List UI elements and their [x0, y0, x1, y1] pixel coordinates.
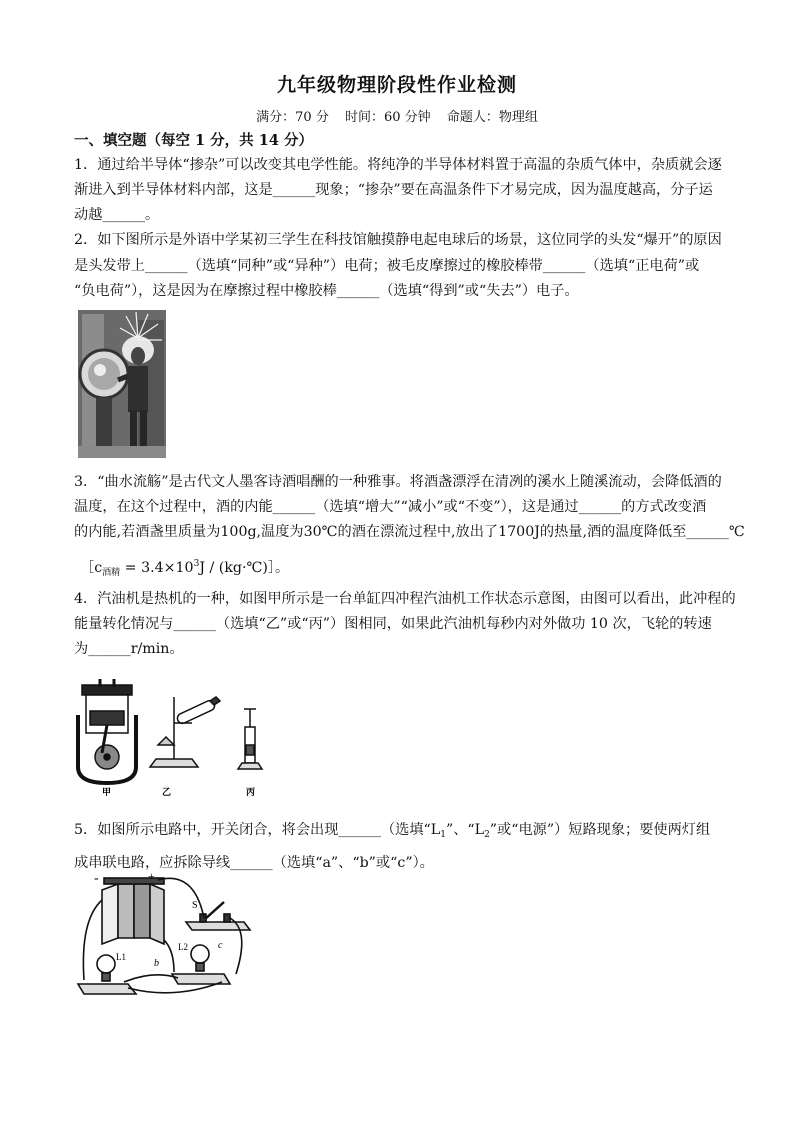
exam-author: 命题人：物理组 — [446, 110, 538, 125]
test-tube-diagram — [150, 697, 220, 767]
engine-cylinder-diagram — [78, 679, 136, 783]
q3-formula — [80, 554, 289, 583]
q3-line-2: 温度，在这个过程中，酒的内能______（选填“增大”“减小”或“不变”），这是通过______的方式改变酒 — [74, 499, 707, 515]
lamp2-label: L2 — [178, 942, 188, 952]
static-ball-photo — [78, 310, 166, 458]
plus-label: + — [148, 869, 155, 883]
q5-line-1-b: ”、“L — [445, 822, 485, 838]
lamp-base-1 — [78, 984, 136, 994]
formula-exponent: 3 — [193, 559, 200, 569]
q5-line-1 — [74, 820, 710, 845]
formula-mid: = 3.4×10 — [120, 560, 194, 576]
switch-label: S — [192, 900, 198, 911]
q1-line-2: 渐进入到半导体材料内部，这是______现象；“掺杂”要在高温条件下才易完成，因为温度越高，分子运 — [74, 182, 713, 198]
q5-line-1-c: ”或“电源”）短路现象；要使两灯组 — [489, 822, 711, 838]
caption-jia: 甲 — [102, 788, 112, 798]
caption-bing: 丙 — [246, 788, 256, 798]
q4-line-3: 为______r/min。 — [74, 641, 184, 657]
q3-line-1: 3．“曲水流觞”是古代文人墨客诗酒唱酬的一种雅事。将酒盏漂浮在清冽的溪水上随溪流动，会降低酒的 — [74, 474, 722, 490]
q4-line-2: 能量转化情况与______（选填“乙”或“丙”）图相同，如果此汽油机每秒内对外做功 10 次，飞轮的转速 — [74, 616, 712, 632]
section-heading: 一、填空题（每空 1 分，共 14 分） — [74, 132, 313, 149]
caption-yi: 乙 — [162, 788, 172, 798]
q2-line-2: 是头发带上______（选填“同种”或“异种”）电荷；被毛皮摩擦过的橡胶棒带______（选填“正电荷”或 — [74, 258, 700, 274]
full-score: 满分：70 分 — [256, 110, 329, 125]
q5-sub-2: 2 — [484, 830, 490, 840]
q1-line-3: 动越______。 — [74, 207, 160, 223]
exam-meta — [0, 106, 794, 125]
formula-unit: J / (kg·℃)］。 — [199, 560, 290, 576]
engine-figures — [74, 675, 294, 800]
wire-c-label: c — [218, 940, 223, 951]
lamp-l1-icon — [97, 955, 115, 981]
lamp-l2-icon — [191, 945, 209, 971]
formula-subscript: 酒精 — [102, 568, 121, 578]
q5-line-2: 成串联电路，应拆除导线______（选填“a”、“b”或“c”）。 — [74, 855, 434, 871]
exam-time: 时间：60 分钟 — [344, 110, 431, 125]
q2-line-1: 2．如下图所示是外语中学某初三学生在科技馆触摸静电起电球后的场景，这位同学的头发“爆开”的原因 — [74, 232, 722, 248]
page-title: 九年级物理阶段性作业检测 — [276, 74, 517, 96]
q5-line-1-a: 5．如图所示电路中，开关闭合，将会出现______（选填“L — [74, 822, 441, 838]
lamp1-label: L1 — [116, 952, 126, 962]
q5-sub-1: 1 — [440, 830, 446, 840]
formula-open: ［c — [80, 560, 103, 576]
air-cylinder-diagram — [238, 709, 262, 769]
wire-b-label: b — [154, 958, 159, 969]
battery-icon — [102, 878, 164, 944]
minus-label: - — [94, 871, 99, 886]
q1-line-1: 1．通过给半导体“掺杂”可以改变其电学性能。将纯净的半导体材料置于高温的杂质气体中，杂质就会逐 — [74, 157, 722, 173]
q3-line-3: 的内能,若酒盏里质量为100g,温度为30℃的酒在漂流过程中,放出了1700J的热量,酒的温度降低至______℃ — [74, 524, 745, 540]
q2-line-3: “负电荷”），这是因为在摩擦过程中橡胶棒______（选填“得到”或“失去”）电子。 — [74, 283, 579, 299]
q4-line-1: 4．汽油机是热机的一种，如图甲所示是一台单缸四冲程汽油机工作状态示意图，由图可以看出，此冲程的 — [74, 591, 736, 607]
circuit-diagram — [74, 870, 274, 1005]
